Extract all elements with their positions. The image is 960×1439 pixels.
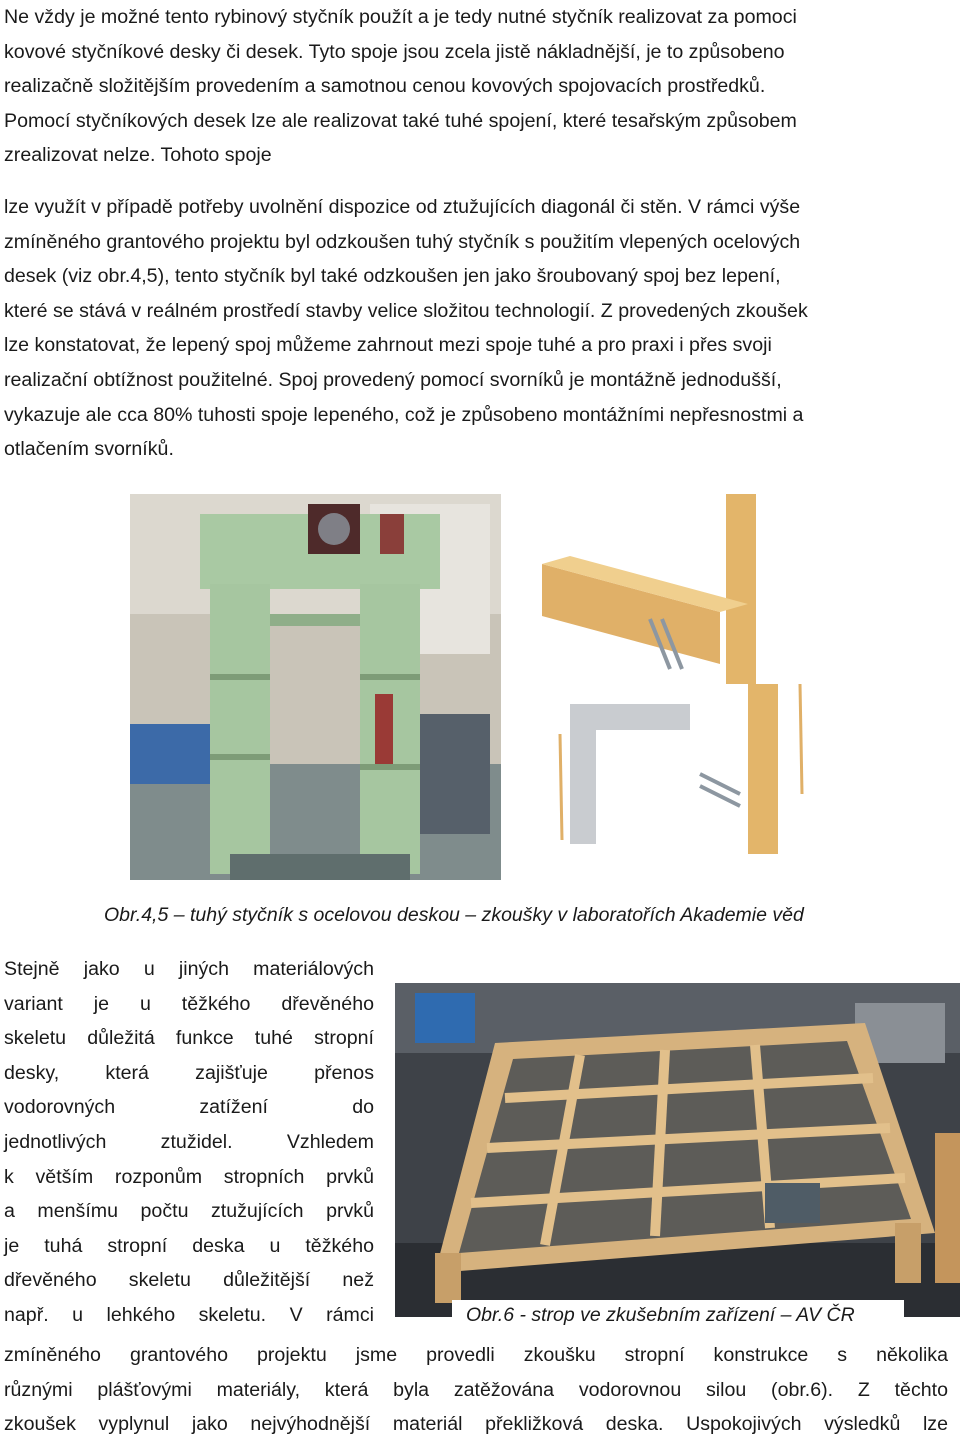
text-line: variant je u těžkého dřevěného: [4, 992, 374, 1015]
text-line: zrealizovat nelze. Tohoto spoje: [4, 144, 272, 167]
text-line: je tuhá stropní deska u těžkého: [4, 1234, 374, 1257]
paragraph-floor-test: [4, 1338, 948, 1439]
text-line: lze konstatovat, že lepený spoj můžeme zahrnout mezi spoje tuhé a pro praxi i přes svoji: [4, 334, 772, 357]
text-line: Ne vždy je možné tento rybinový styčník použít a je tedy nutné styčník realizovat za pomoci: [4, 6, 797, 28]
text-line: vodorovných zatížení do: [4, 1096, 374, 1119]
figure-caption-4-5: Obr.4,5 – tuhý styčník s ocelovou deskou – zkoušky v laboratořích Akademie věd: [104, 904, 804, 926]
text-line: k větším rozponům stropních prvků: [4, 1165, 374, 1188]
floor-test-photo: [395, 983, 960, 1317]
text-line: skeletu důležitá funkce tuhé stropní: [4, 1027, 374, 1050]
text-line: desky, která zajišťuje přenos: [4, 1061, 374, 1084]
text-line: a menšímu počtu ztužujících prvků: [4, 1200, 374, 1223]
paragraph-rigid-joint: [4, 190, 938, 467]
text-line: realizační obtížnost použitelné. Spoj provedený pomocí svorníků je montážně jednodušší,: [4, 368, 782, 391]
text-line: jednotlivých ztužidel. Vzhledem: [4, 1130, 374, 1153]
text-line: zmíněného grantového projektu byl odzkoušen tuhý styčník s použitím vlepených ocelových: [4, 230, 801, 253]
text-line: Stejně jako u jiných materiálových: [4, 958, 374, 980]
text-line: vykazuje ale cca 80% tuhosti spoje lepeného, což je způsobeno montážními nepřesnostmi a: [4, 403, 804, 426]
text-line: realizačně složitějším provedením a samotnou cenou kovových spojovacích prostředků.: [4, 75, 766, 98]
floor-test-photo-image: [395, 983, 960, 1317]
paragraph-floor-diaphragm: [4, 952, 374, 1333]
steel-plate-joint-drawing: [530, 494, 820, 894]
text-line: zkoušek vyplynul jako nejvýhodnější materiál překližková deska. Uspokojivých výsledků lze: [4, 1413, 948, 1436]
text-line: zmíněného grantového projektu jsme provedli zkoušku stropní konstrukce s několika: [4, 1344, 948, 1366]
text-line: např. u lehkého skeletu. V rámci: [4, 1303, 374, 1326]
lab-test-photo-image: [130, 494, 501, 880]
text-line: lze využít v případě potřeby uvolnění dispozice od ztužujících diagonál či stěn. V rámci výše: [4, 196, 801, 218]
text-line: otlačením svorníků.: [4, 438, 174, 461]
text-line: Pomocí styčníkových desek lze ale realizovat také tuhé spojení, které tesařským způsobem: [4, 109, 797, 132]
text-line: které se stává v reálném prostředí stavby velice složitou technologií. Z provedených zkoušek: [4, 299, 808, 322]
text-line: různými plášťovými materiály, která byla zatěžována vodorovnou silou (obr.6). Z těchto: [4, 1378, 948, 1401]
text-line: kovové styčníkové desky či desek. Tyto spoje jsou zcela jistě nákladnější, je to způsobeno: [4, 40, 785, 63]
steel-plate-joint-image: [530, 494, 820, 894]
text-line: desek (viz obr.4,5), tento styčník byl také odzkoušen jen jako šroubovaný spoj bez lepení,: [4, 265, 781, 288]
figure-caption-6: Obr.6 - strop ve zkušebním zařízení – AV ČR: [466, 1304, 855, 1326]
lab-test-photo: [130, 494, 501, 880]
text-line: dřevěného skeletu důležitější než: [4, 1269, 374, 1292]
paragraph-intro: [4, 0, 938, 173]
